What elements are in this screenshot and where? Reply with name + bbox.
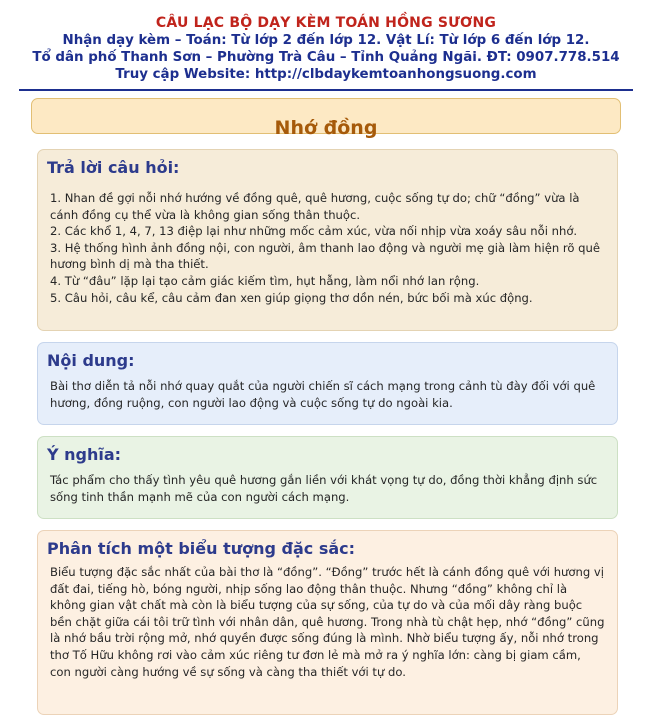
analysis-heading: Phân tích một biểu tượng đặc sắc:: [47, 539, 356, 558]
list-item: 5. Câu hỏi, câu kể, câu cảm đan xen giúp giọng thơ dồn nén, bức bối mà xúc động.: [50, 290, 533, 305]
list-item: 2. Các khổ 1, 4, 7, 13 điệp lại như những mốc cảm xúc, vừa nối nhịp vừa xoáy sâu nỗi nhớ.: [50, 224, 578, 239]
content-text: Bài thơ diễn tả nỗi nhớ quay quắt của người chiến sĩ cách mạng trong cảnh tù đày đối với quê hương, đồng ruộng, con người lao động và cuộc sống tự do ngoài kia.: [50, 379, 596, 410]
list-item: 1. Nhan đề gợi nỗi nhớ hướng về đồng quê, quê hương, cuộc sống tự do; chữ “đồng” vừa là cánh đồng cụ thể vừa là không gian sống thân thuộc.: [50, 191, 580, 222]
analysis-text: Biểu tượng đặc sắc nhất của bài thơ là “đồng”. “Đồng” trước hết là cánh đồng quê với hương vị đất đai, tiếng hò, bóng người, nhịp sống lao động thân thuộc. Nhưng “đồng” không chỉ là không gian vật chất mà còn là biểu tượng của sự sống, của tự do và của mối dây ràng buộc bền chặt giữa cái tôi trữ tình với nhân dân, quê hương. Trong nhà tù chật hẹp, nhớ “đồng” cũng là nhớ bầu trời rộng mở, nhớ quyền được sống đúng là mình. Nhờ biểu tượng ấy, nỗi nhớ trong thơ Tố Hữu không rơi vào cảm xúc riêng tư đơn lẻ mà mở ra ý nghĩa lớn: càng bị giam cầm, con người càng hướng về sự sống và càng tha thiết với tự do.: [50, 565, 605, 679]
meaning-heading: Ý nghĩa:: [47, 445, 122, 464]
page-title: Nhớ đồng: [274, 117, 378, 139]
header: [0, 0, 652, 91]
content-heading: Nội dung:: [47, 351, 135, 370]
header-divider: [19, 89, 633, 91]
website-line[interactable]: Truy cập Website: http://clbdaykemtoanhongsuong.com: [115, 67, 537, 82]
club-title: CÂU LẠC BỘ DẠY KÈM TOÁN HỒNG SƯƠNG: [155, 15, 497, 31]
meaning-text: Tác phẩm cho thấy tình yêu quê hương gắn liền với khát vọng tự do, đồng thời khẳng định sức sống tinh thần mạnh mẽ của con người cách mạng.: [50, 473, 598, 504]
list-item: 4. Từ “đâu” lặp lại tạo cảm giác kiếm tìm, hụt hẫng, làm nổi nhớ lan rộng.: [50, 273, 480, 288]
services-line: Nhận dạy kèm – Toán: Từ lớp 2 đến lớp 12. Vật Lí: Từ lớp 6 đến lớp 12.: [62, 33, 590, 48]
analysis-card: [37, 530, 618, 715]
answers-list: [50, 190, 605, 306]
meaning-card: [37, 436, 618, 519]
address-line: Tổ dân phố Thanh Sơn – Phường Trà Câu – Tỉnh Quảng Ngãi. ĐT: 0907.778.514: [32, 50, 620, 65]
list-item: 3. Hệ thống hình ảnh đồng nội, con người, âm thanh lao động và người mẹ già làm hiện rõ quê hương bình dị mà tha thiết.: [50, 240, 600, 272]
answers-card: [37, 149, 618, 331]
answers-heading: Trả lời câu hỏi:: [47, 158, 180, 177]
content-card: [37, 342, 618, 425]
